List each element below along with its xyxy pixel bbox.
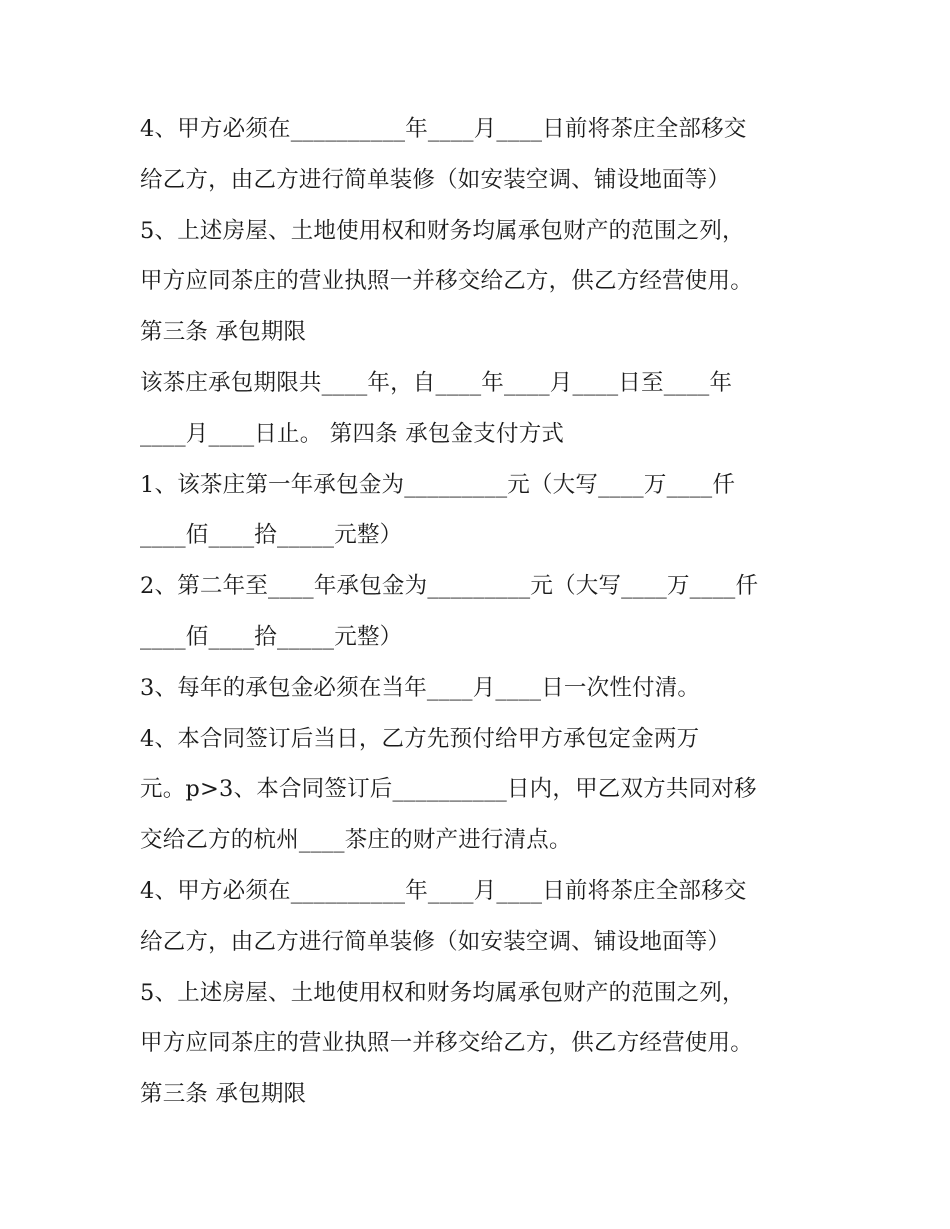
text-line: 5、上述房屋、土地使用权和财务均属承包财产的范围之列，: [140, 979, 745, 1006]
text-line: ____佰____拾_____元整）: [140, 522, 403, 549]
text-line: 元。p>3、本合同签订后__________日内，甲乙双方共同对移: [140, 776, 757, 803]
text-line: 4、本合同签订后当日，乙方先预付给甲方承包定金两万: [140, 725, 700, 752]
text-line: 1、该茶庄第一年承包金为_________元（大写____万____仟: [140, 471, 736, 498]
text-line: ____佰____拾_____元整）: [140, 623, 403, 650]
text-line: 5、上述房屋、土地使用权和财务均属承包财产的范围之列，: [140, 217, 745, 244]
section-heading: 第三条 承包期限: [140, 1081, 307, 1108]
text-line: 4、甲方必须在__________年____月____日前将茶庄全部移交: [140, 116, 747, 142]
text-line: 交给乙方的杭州____茶庄的财产进行清点。: [140, 827, 572, 854]
text-line: 4、甲方必须在__________年____月____日前将茶庄全部移交: [140, 877, 747, 904]
text-line: 3、每年的承包金必须在当年____月____日一次性付清。: [140, 674, 701, 701]
contract-text: [140, 104, 840, 1120]
text-line: 该茶庄承包期限共____年，自____年____月____日至____年: [140, 369, 733, 396]
text-line: 给乙方，由乙方进行简单装修（如安装空调、铺设地面等）: [140, 928, 731, 955]
text-line: ____月____日止。 第四条 承包金支付方式: [140, 420, 565, 447]
text-line: 甲方应同茶庄的营业执照一并移交给乙方，供乙方经营使用。: [140, 268, 753, 295]
text-line: 甲方应同茶庄的营业执照一并移交给乙方，供乙方经营使用。: [140, 1030, 753, 1057]
text-line: 2、第二年至____年承包金为_________元（大写____万____仟: [140, 573, 759, 600]
section-heading: 第三条 承包期限: [140, 319, 307, 346]
text-line: 给乙方，由乙方进行简单装修（如安装空调、铺设地面等）: [140, 166, 731, 193]
